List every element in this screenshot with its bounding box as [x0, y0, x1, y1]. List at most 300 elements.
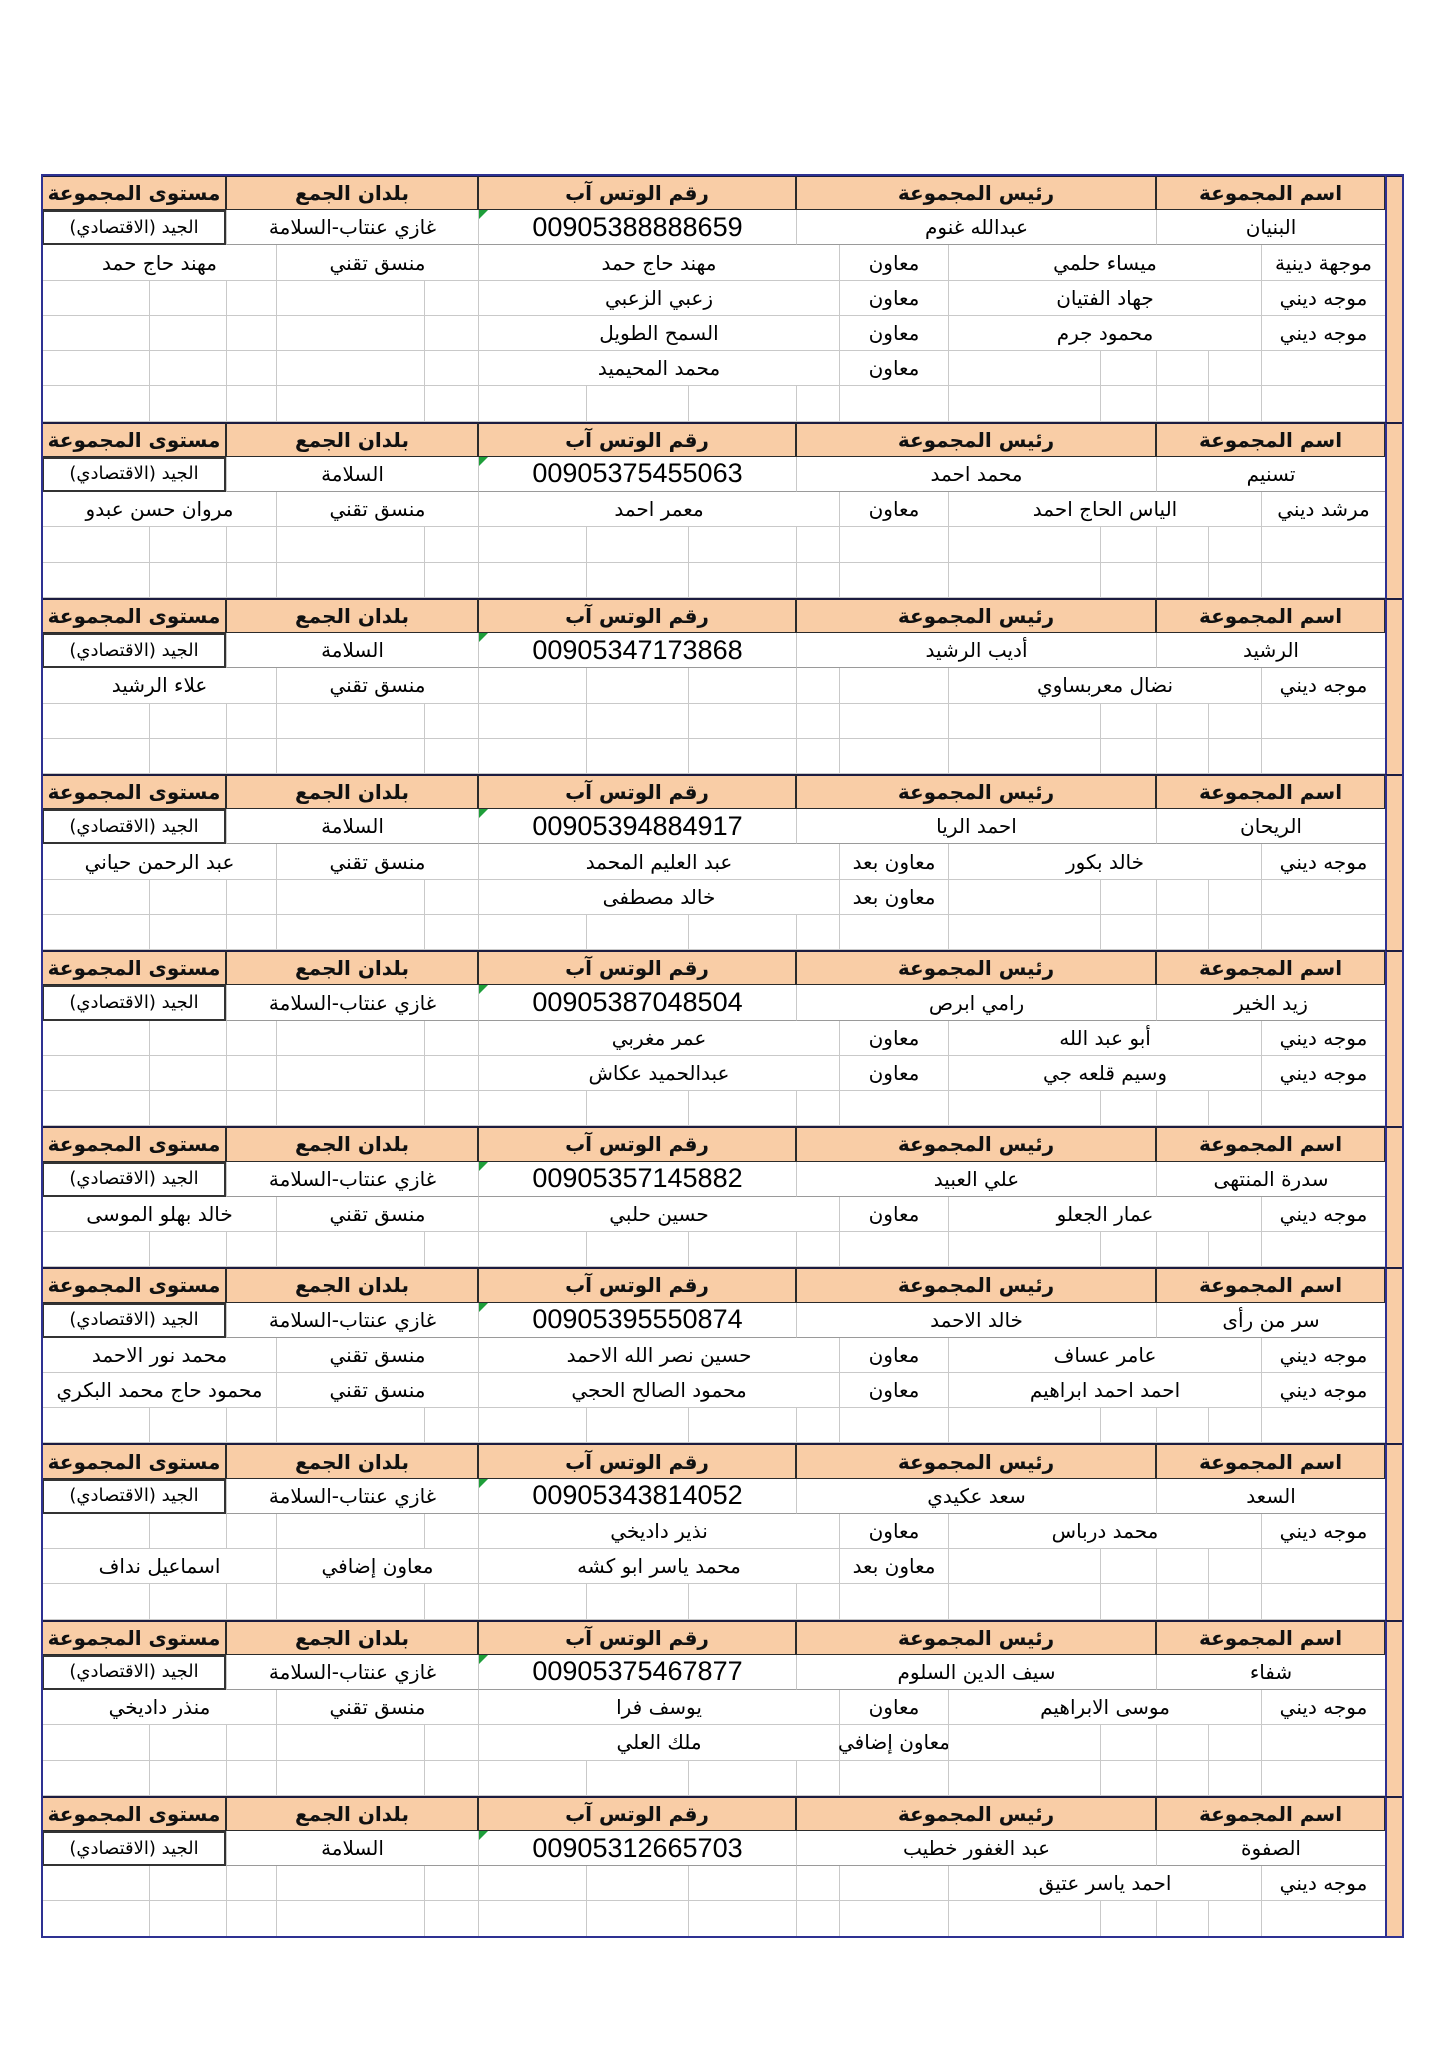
empty-cell: [948, 1091, 1100, 1126]
empty-cell: [42, 563, 149, 598]
religious-guide-name: محمد درباس: [948, 1514, 1261, 1549]
group-countries: غازي عنتاب-السلامة: [226, 1655, 478, 1690]
religious-guide-name: جهاد الفتيان: [948, 281, 1261, 316]
assistant-name: عمر مغربي: [478, 1021, 839, 1056]
empty-cell: [796, 1761, 839, 1796]
tech-coordinator-role: منسق تقني: [276, 1373, 478, 1408]
group-info-row: [42, 633, 1403, 668]
group-countries: غازي عنتاب-السلامة: [226, 985, 478, 1020]
empty-cell: [424, 1866, 478, 1901]
empty-cell: [839, 386, 948, 421]
empty-cell: [796, 1091, 839, 1126]
empty-cell: [276, 1866, 424, 1901]
margin-strip: [1385, 739, 1403, 774]
empty-cell: [42, 1761, 149, 1796]
group-info-row: [42, 210, 1403, 245]
empty-cell: [688, 527, 796, 562]
assistant-name: نذير داديخي: [478, 1514, 839, 1549]
margin-strip: [1385, 809, 1403, 844]
group-head: أديب الرشيد: [796, 633, 1156, 668]
empty-cell: [424, 1514, 478, 1549]
margin-strip: [1385, 563, 1403, 598]
empty-cell: [276, 563, 424, 598]
empty-cell: [688, 704, 796, 739]
group-header-row: [42, 774, 1403, 809]
empty-cell: [586, 1584, 688, 1619]
empty-cell: [1208, 1232, 1261, 1267]
header-level: مستوى المجموعة: [42, 422, 226, 457]
empty-cell: [276, 351, 424, 386]
empty-cell: [478, 1091, 586, 1126]
empty-cell: [226, 316, 276, 351]
member-row: [42, 1514, 1403, 1549]
group-info-row: [42, 1831, 1403, 1866]
empty-cell: [839, 1901, 948, 1936]
empty-cell: [1261, 1761, 1385, 1796]
religious-guide-role: مرشد ديني: [1261, 492, 1385, 527]
empty-cell: [1156, 527, 1208, 562]
header-group-head: رئيس المجموعة: [796, 774, 1156, 809]
assistant-name: محمد ياسر ابو كشه: [478, 1549, 839, 1584]
group-header-row: [42, 1267, 1403, 1302]
empty-cell: [42, 1901, 149, 1936]
religious-guide-role: موجه ديني: [1261, 1690, 1385, 1725]
empty-cell: [42, 1866, 149, 1901]
group-head: رامي ابرص: [796, 985, 1156, 1020]
empty-cell: [688, 1091, 796, 1126]
empty-cell: [149, 281, 226, 316]
religious-guide-name: محمود جرم: [948, 316, 1261, 351]
group-phone: 00905357145882: [478, 1162, 796, 1197]
empty-cell: [424, 1584, 478, 1619]
tech-coordinator-role: منسق تقني: [276, 1197, 478, 1232]
empty-cell: [149, 1901, 226, 1936]
empty-cell: [276, 1056, 424, 1091]
header-level: مستوى المجموعة: [42, 1620, 226, 1655]
empty-cell: [42, 1091, 149, 1126]
empty-row: [42, 704, 1403, 739]
group-countries: غازي عنتاب-السلامة: [226, 210, 478, 245]
empty-cell: [1261, 386, 1385, 421]
assistant-role: معاون: [839, 1338, 948, 1373]
empty-cell: [1261, 1725, 1385, 1760]
empty-cell: [42, 527, 149, 562]
empty-cell: [424, 1761, 478, 1796]
group-header-row: [42, 598, 1403, 633]
empty-cell: [149, 704, 226, 739]
header-whatsapp: رقم الوتس آب: [478, 422, 796, 457]
empty-cell: [1261, 1408, 1385, 1443]
empty-cell: [948, 1725, 1100, 1760]
empty-cell: [1156, 563, 1208, 598]
empty-cell: [424, 386, 478, 421]
tech-coordinator-name: اسماعيل نداف: [42, 1549, 276, 1584]
empty-cell: [226, 1056, 276, 1091]
margin-strip: [1385, 950, 1403, 985]
margin-strip: [1385, 1725, 1403, 1760]
assistant-role: معاون: [839, 351, 948, 386]
empty-cell: [948, 1232, 1100, 1267]
empty-cell: [42, 1408, 149, 1443]
tech-coordinator-name: علاء الرشيد: [42, 668, 276, 703]
empty-cell: [1100, 704, 1156, 739]
group-head: عبد الغفور خطيب: [796, 1831, 1156, 1866]
margin-strip: [1385, 422, 1403, 457]
empty-cell: [1261, 1584, 1385, 1619]
empty-cell: [424, 563, 478, 598]
empty-row: [42, 1761, 1403, 1796]
header-countries: بلدان الجمع: [226, 598, 478, 633]
empty-cell: [586, 739, 688, 774]
empty-cell: [424, 739, 478, 774]
empty-cell: [1156, 1408, 1208, 1443]
religious-guide-role: موجه ديني: [1261, 1373, 1385, 1408]
group-phone: 00905394884917: [478, 809, 796, 844]
group-level: الجيد (الاقتصادي): [42, 457, 226, 492]
empty-row: [42, 1091, 1403, 1126]
group-info-row: [42, 1479, 1403, 1514]
empty-cell: [276, 1725, 424, 1760]
margin-strip: [1385, 210, 1403, 245]
empty-cell: [688, 1232, 796, 1267]
empty-cell: [42, 316, 149, 351]
header-countries: بلدان الجمع: [226, 422, 478, 457]
empty-cell: [478, 527, 586, 562]
margin-strip: [1385, 1866, 1403, 1901]
group-phone: 00905343814052: [478, 1479, 796, 1514]
empty-row: [42, 386, 1403, 421]
header-group-head: رئيس المجموعة: [796, 175, 1156, 210]
margin-strip: [1385, 915, 1403, 950]
header-whatsapp: رقم الوتس آب: [478, 598, 796, 633]
margin-strip: [1385, 985, 1403, 1020]
empty-cell: [586, 1091, 688, 1126]
empty-cell: [149, 915, 226, 950]
tech-coordinator-role: معاون إضافي: [276, 1549, 478, 1584]
empty-cell: [276, 316, 424, 351]
empty-cell: [226, 1761, 276, 1796]
empty-cell: [478, 1761, 586, 1796]
group-phone: 00905395550874: [478, 1303, 796, 1338]
empty-cell: [1100, 1232, 1156, 1267]
empty-cell: [478, 668, 586, 703]
header-whatsapp: رقم الوتس آب: [478, 950, 796, 985]
empty-cell: [688, 915, 796, 950]
group-header-row: [42, 950, 1403, 985]
empty-cell: [276, 915, 424, 950]
margin-strip: [1385, 1901, 1403, 1936]
empty-cell: [839, 1091, 948, 1126]
empty-cell: [1208, 704, 1261, 739]
empty-cell: [948, 527, 1100, 562]
group-level: الجيد (الاقتصادي): [42, 809, 226, 844]
empty-cell: [1100, 1725, 1156, 1760]
empty-cell: [424, 1901, 478, 1936]
group-name: الرشيد: [1156, 633, 1385, 668]
header-countries: بلدان الجمع: [226, 774, 478, 809]
margin-strip: [1385, 1549, 1403, 1584]
religious-guide-role: موجه ديني: [1261, 668, 1385, 703]
empty-cell: [1261, 527, 1385, 562]
empty-cell: [478, 915, 586, 950]
empty-cell: [688, 563, 796, 598]
margin-strip: [1385, 457, 1403, 492]
empty-cell: [276, 1584, 424, 1619]
empty-cell: [478, 1232, 586, 1267]
tech-coordinator-name: محمود حاج محمد البكري: [42, 1373, 276, 1408]
empty-cell: [1208, 1725, 1261, 1760]
header-group-head: رئيس المجموعة: [796, 1620, 1156, 1655]
empty-cell: [839, 1408, 948, 1443]
empty-cell: [586, 527, 688, 562]
empty-cell: [1100, 1584, 1156, 1619]
group-info-row: [42, 1162, 1403, 1197]
margin-strip: [1385, 1584, 1403, 1619]
empty-cell: [42, 880, 149, 915]
empty-cell: [226, 1866, 276, 1901]
header-whatsapp: رقم الوتس آب: [478, 1620, 796, 1655]
group-level: الجيد (الاقتصادي): [42, 1655, 226, 1690]
header-level: مستوى المجموعة: [42, 1126, 226, 1161]
empty-cell: [586, 704, 688, 739]
religious-guide-role: موجه ديني: [1261, 1056, 1385, 1091]
empty-cell: [839, 563, 948, 598]
empty-cell: [42, 1056, 149, 1091]
group-head: خالد الاحمد: [796, 1303, 1156, 1338]
group-countries: السلامة: [226, 457, 478, 492]
tech-coordinator-name: عبد الرحمن حياني: [42, 844, 276, 879]
group-header-row: [42, 1126, 1403, 1161]
religious-guide-role: موجه ديني: [1261, 281, 1385, 316]
empty-cell: [839, 704, 948, 739]
empty-cell: [276, 1408, 424, 1443]
empty-cell: [149, 1232, 226, 1267]
margin-strip: [1385, 1162, 1403, 1197]
header-group-name: اسم المجموعة: [1156, 175, 1385, 210]
empty-cell: [226, 1901, 276, 1936]
tech-coordinator-name: منذر داديخي: [42, 1690, 276, 1725]
empty-cell: [1156, 915, 1208, 950]
group-head: عبدالله غنوم: [796, 210, 1156, 245]
empty-cell: [948, 1901, 1100, 1936]
member-row: [42, 1373, 1403, 1408]
empty-cell: [1100, 1901, 1156, 1936]
empty-cell: [1156, 1091, 1208, 1126]
header-whatsapp: رقم الوتس آب: [478, 1267, 796, 1302]
group-head: علي العبيد: [796, 1162, 1156, 1197]
empty-cell: [1208, 563, 1261, 598]
empty-cell: [1100, 386, 1156, 421]
group-level: الجيد (الاقتصادي): [42, 210, 226, 245]
group-header-row: [42, 1796, 1403, 1831]
empty-cell: [688, 1901, 796, 1936]
group-name: سر من رأى: [1156, 1303, 1385, 1338]
assistant-name: حسين نصر الله الاحمد: [478, 1338, 839, 1373]
header-group-name: اسم المجموعة: [1156, 774, 1385, 809]
margin-strip: [1385, 316, 1403, 351]
empty-cell: [276, 739, 424, 774]
empty-cell: [948, 739, 1100, 774]
assistant-name: يوسف فرا: [478, 1690, 839, 1725]
header-countries: بلدان الجمع: [226, 1267, 478, 1302]
header-group-head: رئيس المجموعة: [796, 1126, 1156, 1161]
empty-cell: [1156, 704, 1208, 739]
member-row: [42, 880, 1403, 915]
empty-cell: [839, 1761, 948, 1796]
empty-cell: [1156, 739, 1208, 774]
empty-cell: [42, 386, 149, 421]
header-countries: بلدان الجمع: [226, 950, 478, 985]
empty-cell: [149, 1866, 226, 1901]
empty-cell: [688, 668, 796, 703]
member-row: [42, 281, 1403, 316]
empty-cell: [1156, 1901, 1208, 1936]
margin-strip: [1385, 633, 1403, 668]
empty-cell: [796, 1584, 839, 1619]
header-group-head: رئيس المجموعة: [796, 1267, 1156, 1302]
member-row: [42, 1866, 1403, 1901]
member-row: [42, 245, 1403, 280]
empty-row: [42, 1901, 1403, 1936]
empty-cell: [1156, 880, 1208, 915]
group-level: الجيد (الاقتصادي): [42, 1479, 226, 1514]
assistant-name: زعبي الزعبي: [478, 281, 839, 316]
empty-cell: [839, 1232, 948, 1267]
assistant-name: حسين حلبي: [478, 1197, 839, 1232]
tech-coordinator-role: منسق تقني: [276, 844, 478, 879]
empty-cell: [226, 1584, 276, 1619]
margin-strip: [1385, 1620, 1403, 1655]
religious-guide-role: موجه ديني: [1261, 1197, 1385, 1232]
header-whatsapp: رقم الوتس آب: [478, 1443, 796, 1478]
empty-cell: [586, 1761, 688, 1796]
group-head: سيف الدين السلوم: [796, 1655, 1156, 1690]
empty-cell: [1261, 1901, 1385, 1936]
header-group-name: اسم المجموعة: [1156, 1620, 1385, 1655]
assistant-role: معاون بعد: [839, 1549, 948, 1584]
group-name: شفاء: [1156, 1655, 1385, 1690]
member-row: [42, 668, 1403, 703]
member-row: [42, 844, 1403, 879]
header-group-name: اسم المجموعة: [1156, 950, 1385, 985]
empty-cell: [1100, 527, 1156, 562]
empty-cell: [1100, 915, 1156, 950]
header-group-head: رئيس المجموعة: [796, 422, 1156, 457]
empty-cell: [226, 281, 276, 316]
religious-guide-name: عمار الجعلو: [948, 1197, 1261, 1232]
empty-cell: [1100, 739, 1156, 774]
assistant-name: خالد مصطفى: [478, 880, 839, 915]
empty-cell: [796, 915, 839, 950]
header-group-name: اسم المجموعة: [1156, 1796, 1385, 1831]
empty-cell: [1208, 915, 1261, 950]
margin-strip: [1385, 1373, 1403, 1408]
empty-cell: [226, 563, 276, 598]
empty-cell: [586, 1232, 688, 1267]
header-whatsapp: رقم الوتس آب: [478, 1126, 796, 1161]
empty-cell: [478, 386, 586, 421]
group-name: البنيان: [1156, 210, 1385, 245]
empty-cell: [42, 915, 149, 950]
empty-cell: [276, 281, 424, 316]
group-header-row: [42, 1443, 1403, 1478]
empty-cell: [226, 880, 276, 915]
empty-cell: [1261, 1091, 1385, 1126]
empty-cell: [1208, 351, 1261, 386]
empty-cell: [149, 351, 226, 386]
empty-cell: [276, 1021, 424, 1056]
empty-cell: [688, 1761, 796, 1796]
empty-cell: [1208, 386, 1261, 421]
member-row: [42, 1197, 1403, 1232]
group-phone: 00905375455063: [478, 457, 796, 492]
group-level: الجيد (الاقتصادي): [42, 1303, 226, 1338]
empty-cell: [478, 1408, 586, 1443]
empty-cell: [226, 915, 276, 950]
empty-cell: [478, 1584, 586, 1619]
empty-cell: [42, 1021, 149, 1056]
member-row: [42, 1021, 1403, 1056]
header-level: مستوى المجموعة: [42, 175, 226, 210]
empty-row: [42, 1408, 1403, 1443]
header-level: مستوى المجموعة: [42, 1443, 226, 1478]
assistant-role: معاون: [839, 1197, 948, 1232]
religious-guide-role: موجه ديني: [1261, 1514, 1385, 1549]
empty-cell: [226, 527, 276, 562]
empty-cell: [276, 1514, 424, 1549]
margin-strip: [1385, 880, 1403, 915]
empty-cell: [1208, 739, 1261, 774]
margin-strip: [1385, 1514, 1403, 1549]
empty-cell: [149, 1725, 226, 1760]
empty-cell: [1261, 1232, 1385, 1267]
margin-strip: [1385, 1021, 1403, 1056]
header-whatsapp: رقم الوتس آب: [478, 774, 796, 809]
religious-guide-role: موجه ديني: [1261, 844, 1385, 879]
header-level: مستوى المجموعة: [42, 774, 226, 809]
empty-row: [42, 915, 1403, 950]
empty-row: [42, 527, 1403, 562]
assistant-role: معاون: [839, 281, 948, 316]
religious-guide-name: ميساء حلمي: [948, 245, 1261, 280]
empty-cell: [1100, 1408, 1156, 1443]
group-header-row: [42, 1620, 1403, 1655]
group-name: الريحان: [1156, 809, 1385, 844]
religious-guide-name: وسيم قلعه جي: [948, 1056, 1261, 1091]
empty-cell: [796, 1901, 839, 1936]
group-name: الصفوة: [1156, 1831, 1385, 1866]
empty-cell: [226, 351, 276, 386]
group-phone: 00905347173868: [478, 633, 796, 668]
group-level: الجيد (الاقتصادي): [42, 1162, 226, 1197]
empty-cell: [424, 1725, 478, 1760]
empty-cell: [1208, 1761, 1261, 1796]
empty-cell: [948, 563, 1100, 598]
header-countries: بلدان الجمع: [226, 1796, 478, 1831]
assistant-name: عبدالحميد عكاش: [478, 1056, 839, 1091]
member-row: [42, 1549, 1403, 1584]
empty-cell: [1156, 1232, 1208, 1267]
group-name: زيد الخير: [1156, 985, 1385, 1020]
group-info-row: [42, 809, 1403, 844]
empty-cell: [1156, 351, 1208, 386]
group-name: السعد: [1156, 1479, 1385, 1514]
empty-cell: [149, 1584, 226, 1619]
group-phone: 00905388888659: [478, 210, 796, 245]
assistant-name: محمود الصالح الحجي: [478, 1373, 839, 1408]
empty-cell: [149, 1514, 226, 1549]
empty-row: [42, 563, 1403, 598]
